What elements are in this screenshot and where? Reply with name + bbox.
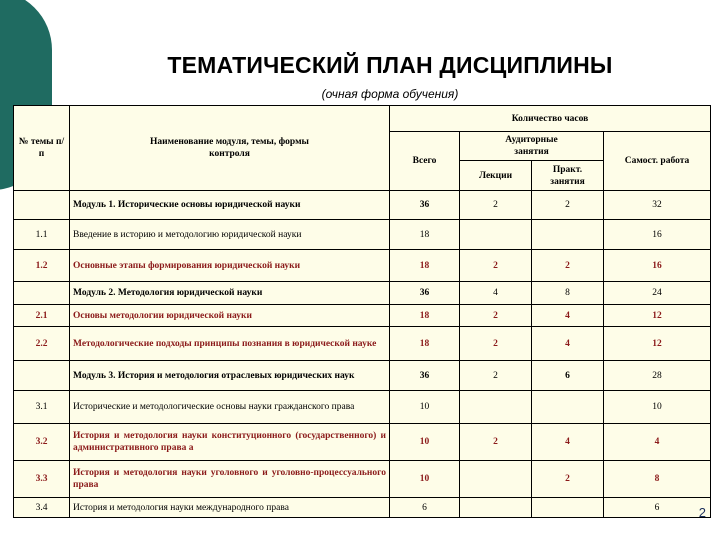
row-name: История и методология науки конституционного (государственного) и административного права а [70,424,390,461]
row-self-study: 10 [604,391,711,424]
table-row [14,282,711,305]
row-num: 1.2 [14,250,70,282]
row-practical: 4 [532,305,604,327]
row-num [14,361,70,391]
row-practical: 8 [532,282,604,305]
row-lectures [460,391,532,424]
table-row [14,498,711,518]
row-num: 3.3 [14,461,70,498]
table-row [14,305,711,327]
header-practical: Практ. занятия [532,161,604,191]
row-num: 3.2 [14,424,70,461]
row-total: 36 [390,191,460,220]
row-practical [532,220,604,250]
row-num: 2.1 [14,305,70,327]
row-self-study: 4 [604,424,711,461]
row-num [14,282,70,305]
row-name: История и методология науки уголовного и уголовно-процессуального права [70,461,390,498]
table-row [14,250,711,282]
row-name: История и методология науки международного права [70,498,390,518]
page-subtitle: (очная форма обучения) [321,87,459,101]
row-practical: 6 [532,361,604,391]
row-lectures [460,498,532,518]
row-practical: 4 [532,424,604,461]
row-total: 18 [390,220,460,250]
page-title: ТЕМАТИЧЕСКИЙ ПЛАН ДИСЦИПЛИНЫ [167,52,613,78]
row-total: 10 [390,461,460,498]
row-name: Модуль 2. Методология юридической науки [70,282,390,305]
row-num: 2.2 [14,327,70,361]
row-self-study: 8 [604,461,711,498]
header-self-study: Самост. работа [604,132,711,191]
row-lectures: 2 [460,191,532,220]
row-total: 18 [390,305,460,327]
row-name: Модуль 1. Исторические основы юридической науки [70,191,390,220]
header-lectures: Лекции [460,161,532,191]
row-lectures: 2 [460,361,532,391]
row-name: Основы методологии юридической науки [70,305,390,327]
row-self-study: 12 [604,327,711,361]
row-total: 6 [390,498,460,518]
row-total: 10 [390,391,460,424]
row-name: Исторические и методологические основы науки гражданского права [70,391,390,424]
row-self-study: 16 [604,220,711,250]
row-total: 36 [390,361,460,391]
row-total: 10 [390,424,460,461]
row-self-study: 32 [604,191,711,220]
table-row [14,327,711,361]
row-total: 36 [390,282,460,305]
row-practical: 4 [532,327,604,361]
row-lectures: 2 [460,250,532,282]
row-lectures: 2 [460,327,532,361]
row-self-study: 6 [604,498,711,518]
table-row [14,220,711,250]
row-num: 3.4 [14,498,70,518]
row-practical: 2 [532,461,604,498]
row-num: 3.1 [14,391,70,424]
row-self-study: 12 [604,305,711,327]
header-name: Наименование модуля, темы, формы контроля [70,106,390,191]
row-practical: 2 [532,250,604,282]
header-total: Всего [390,132,460,191]
thematic-plan-table [13,105,711,518]
header-classroom: Аудиторные занятия [460,132,604,161]
row-practical: 2 [532,191,604,220]
row-name: Введение в историю и методологию юридической науки [70,220,390,250]
row-self-study: 24 [604,282,711,305]
row-lectures: 4 [460,282,532,305]
row-lectures: 2 [460,424,532,461]
header-hours: Количество часов [390,106,711,132]
row-num: 1.1 [14,220,70,250]
row-num [14,191,70,220]
table-row [14,361,711,391]
row-total: 18 [390,327,460,361]
row-name: Основные этапы формирования юридической науки [70,250,390,282]
header-num: № темы п/п [14,106,70,191]
row-self-study: 28 [604,361,711,391]
page-number: 2 [698,505,706,520]
row-practical [532,391,604,424]
table-row [14,461,711,498]
row-name: Модуль 3. История и методология отраслевых юридических наук [70,361,390,391]
row-lectures [460,461,532,498]
table-row [14,424,711,461]
row-name: Методологические подходы принципы познания в юридической науке [70,327,390,361]
row-lectures [460,220,532,250]
row-lectures: 2 [460,305,532,327]
row-practical [532,498,604,518]
row-total: 18 [390,250,460,282]
table-row [14,191,711,220]
row-self-study: 16 [604,250,711,282]
table-row [14,391,711,424]
